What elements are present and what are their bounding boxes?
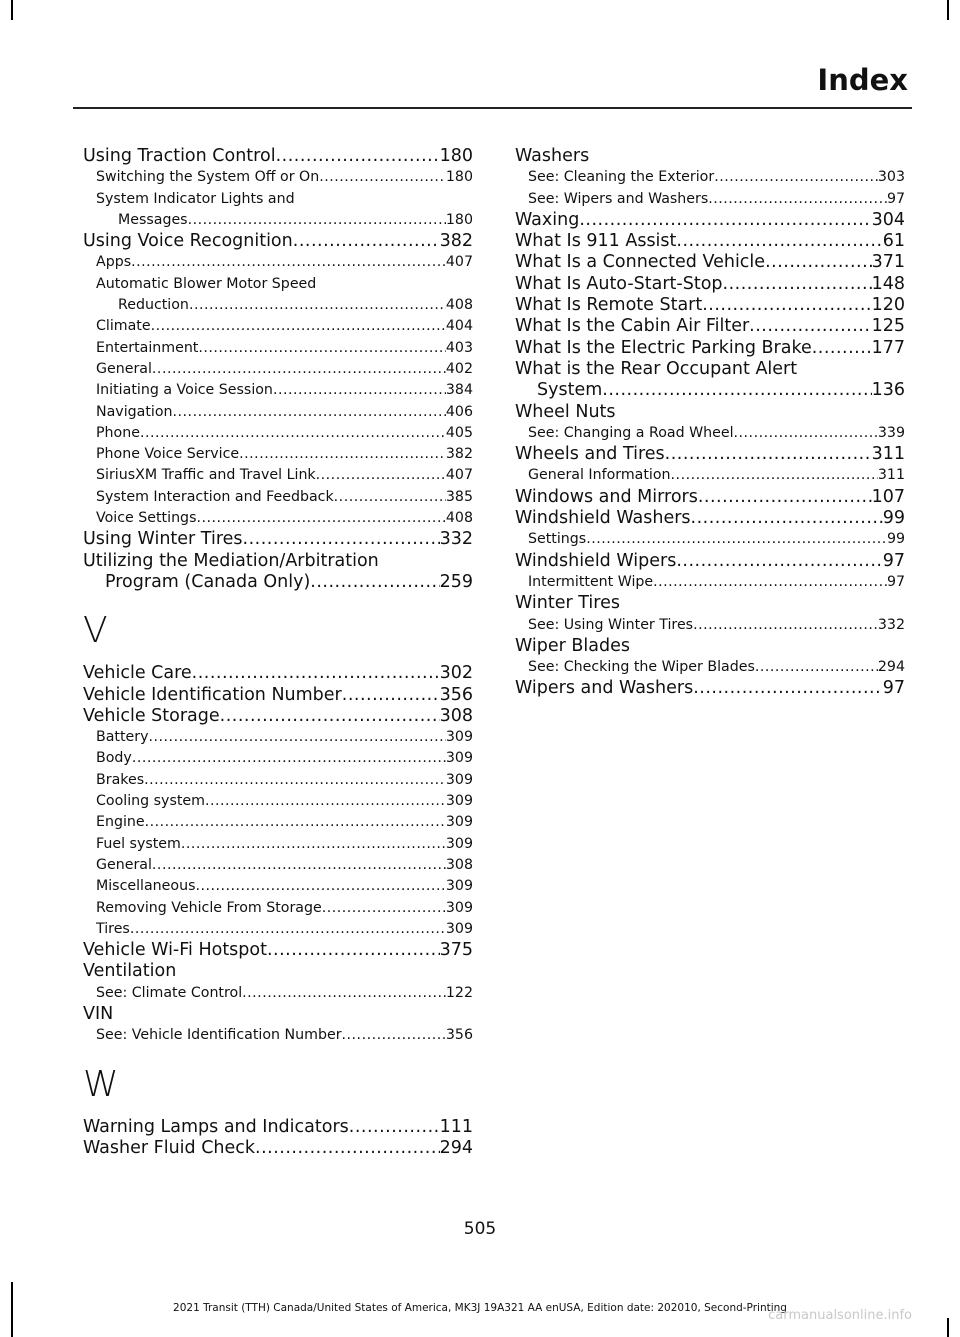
dot-leader — [192, 663, 440, 684]
index-subentry[interactable] — [515, 189, 905, 210]
footer-edition-info: 2021 Transit (TTH) Canada/United States of America, MK3J 19A321 AA enUSA, Edition date: 202010, Second-Printing — [173, 1302, 787, 1314]
entry-label: What Is a Connected Vehicle — [515, 252, 766, 273]
dot-leader — [243, 529, 440, 550]
index-entry[interactable] — [515, 295, 905, 316]
entry-page-number: 308 — [445, 856, 473, 873]
entry-page-number: 309 — [445, 771, 473, 788]
entry-page-number: 120 — [871, 295, 905, 316]
index-entry[interactable] — [83, 663, 473, 684]
entry-label: Body — [96, 750, 132, 767]
entry-page-number: 375 — [439, 940, 473, 961]
entry-label: Washer Fluid Check — [83, 1137, 256, 1158]
dot-leader — [310, 572, 439, 593]
dot-leader — [693, 615, 878, 636]
dot-leader — [195, 876, 445, 897]
dot-leader — [239, 444, 446, 465]
dot-leader — [691, 508, 883, 529]
index-subentry[interactable] — [83, 508, 473, 529]
entry-page-number: 97 — [882, 550, 905, 571]
entry-label: Switching the System Off or On — [96, 169, 320, 186]
entry-label: Vehicle Care — [83, 663, 192, 684]
entry-page-number: 309 — [445, 899, 473, 916]
index-subentry[interactable] — [83, 770, 473, 791]
dot-leader — [189, 295, 446, 316]
dot-leader — [152, 855, 446, 876]
index-entry[interactable] — [515, 231, 905, 252]
dot-leader — [152, 359, 446, 380]
entry-label: Using Winter Tires — [83, 529, 243, 550]
dot-leader — [144, 770, 446, 791]
entry-page-number: 339 — [877, 424, 905, 441]
dot-leader — [755, 657, 878, 678]
entry-page-number: 408 — [445, 510, 473, 527]
entry-label: Wipers and Washers — [515, 678, 694, 699]
entry-page-number: 97 — [886, 573, 905, 590]
index-entry[interactable] — [83, 572, 473, 593]
entry-page-number: 356 — [445, 1027, 473, 1044]
entry-label: See: Cleaning the Exterior — [528, 169, 715, 186]
index-entry[interactable] — [515, 316, 905, 337]
entry-page-number: 180 — [445, 211, 473, 228]
entry-page-number: 125 — [871, 316, 905, 337]
dot-leader — [708, 189, 887, 210]
entry-page-number: 405 — [445, 424, 473, 441]
page-title: Index — [817, 63, 908, 97]
index-entry[interactable] — [515, 678, 905, 699]
dot-leader — [322, 898, 446, 919]
entry-label: See: Vehicle Identification Number — [96, 1027, 342, 1044]
entry-page-number: 404 — [445, 318, 473, 335]
dot-leader — [676, 231, 882, 252]
entry-label: Engine — [96, 814, 145, 831]
entry-label: Windshield Wipers — [515, 550, 677, 571]
entry-page-number: 308 — [439, 705, 473, 726]
index-entry[interactable] — [515, 274, 905, 295]
index-subentry[interactable] — [83, 380, 473, 401]
index-subentry[interactable] — [83, 402, 473, 423]
entry-page-number: 309 — [445, 729, 473, 746]
dot-leader — [267, 940, 440, 961]
entry-page-number: 371 — [871, 252, 905, 273]
entry-page-number: 148 — [871, 273, 905, 294]
dot-leader — [188, 210, 446, 231]
section-letter: V — [83, 610, 108, 652]
entry-page-number: 385 — [445, 488, 473, 505]
entry-label: See: Wipers and Washers — [528, 190, 709, 207]
index-subentry[interactable] — [83, 167, 473, 188]
entry-label: Wheels and Tires — [515, 444, 665, 465]
entry-label: Miscellaneous — [96, 878, 196, 895]
entry-label: What Is the Electric Parking Brake — [515, 337, 812, 358]
dot-leader — [665, 444, 872, 465]
entry-label: Tires — [96, 920, 130, 937]
index-heading: What is the Rear Occupant Alert — [515, 358, 798, 379]
index-entry[interactable] — [515, 551, 905, 572]
dot-leader — [602, 380, 871, 401]
index-subentry[interactable] — [515, 423, 905, 444]
entry-label: SiriusXM Traffic and Travel Link — [96, 467, 316, 484]
entry-label: What Is 911 Assist — [515, 231, 677, 252]
entry-page-number: 311 — [871, 444, 905, 465]
dot-leader — [273, 380, 446, 401]
entry-page-number: 382 — [445, 446, 473, 463]
index-subentry[interactable] — [83, 487, 473, 508]
index-subentry[interactable] — [83, 295, 473, 316]
entry-page-number: 99 — [886, 531, 905, 548]
entry-page-number: 408 — [445, 297, 473, 314]
index-subentry[interactable] — [83, 423, 473, 444]
dot-leader — [255, 1138, 440, 1159]
dot-leader — [702, 295, 871, 316]
dot-leader — [149, 727, 446, 748]
entry-label: Removing Vehicle From Storage — [96, 899, 322, 916]
dot-leader — [693, 678, 883, 699]
entry-page-number: 302 — [439, 663, 473, 684]
dot-leader — [671, 465, 878, 486]
entry-page-number: 99 — [882, 508, 905, 529]
dot-leader — [276, 146, 440, 167]
index-subentry[interactable] — [83, 444, 473, 465]
index-entry[interactable] — [83, 1117, 473, 1138]
entry-page-number: 309 — [445, 835, 473, 852]
index-entry[interactable] — [515, 338, 905, 359]
index-subentry[interactable] — [83, 748, 473, 769]
entry-page-number: 294 — [439, 1137, 473, 1158]
entry-label: General — [96, 856, 152, 873]
index-subentry[interactable] — [83, 812, 473, 833]
entry-label: See: Checking the Wiper Blades — [528, 659, 755, 676]
entry-page-number: 407 — [445, 254, 473, 271]
index-subentry[interactable] — [83, 919, 473, 940]
entry-label: Vehicle Identification Number — [83, 684, 342, 705]
entry-label: Initiating a Voice Session — [96, 382, 273, 399]
entry-label: Cooling system — [96, 793, 205, 810]
index-heading: VIN — [83, 1003, 114, 1024]
dot-leader — [349, 1117, 440, 1138]
index-subentry[interactable] — [83, 791, 473, 812]
dot-leader — [140, 423, 446, 444]
dot-leader — [653, 572, 887, 593]
entry-label: Waxing — [515, 209, 580, 230]
dot-leader — [734, 423, 878, 444]
entry-label: Climate — [96, 318, 151, 335]
entry-page-number: 309 — [445, 814, 473, 831]
index-subentry[interactable] — [83, 1025, 473, 1046]
entry-page-number: 180 — [445, 169, 473, 186]
entry-page-number: 180 — [439, 146, 473, 166]
dot-leader — [131, 252, 446, 273]
entry-page-number: 303 — [877, 169, 905, 186]
entry-label: See: Using Winter Tires — [528, 616, 694, 633]
dot-leader — [151, 316, 446, 337]
index-subentry[interactable] — [83, 338, 473, 359]
entry-label: System — [537, 380, 603, 401]
entry-page-number: 402 — [445, 360, 473, 377]
index-heading: Wheel Nuts — [515, 401, 616, 422]
entry-label: Intermittent Wipe — [528, 573, 654, 590]
dot-leader — [205, 791, 446, 812]
entry-label: Navigation — [96, 403, 173, 420]
index-entry[interactable] — [515, 252, 905, 273]
entry-page-number: 309 — [445, 920, 473, 937]
dot-leader — [130, 919, 446, 940]
entry-label: See: Changing a Road Wheel — [528, 424, 734, 441]
dot-leader — [334, 487, 446, 508]
entry-page-number: 332 — [877, 616, 905, 633]
entry-page-number: 332 — [439, 529, 473, 550]
index-entry[interactable] — [515, 487, 905, 508]
dot-leader — [586, 529, 887, 550]
index-entry[interactable] — [83, 529, 473, 550]
dot-leader — [196, 508, 445, 529]
crop-mark-top-left — [11, 0, 13, 20]
index-subentry[interactable] — [83, 252, 473, 273]
entry-label: Program (Canada Only) — [105, 571, 311, 592]
watermark: carmanualsonline.info — [768, 1308, 912, 1323]
section-letter: W — [83, 1063, 119, 1105]
entry-page-number: 384 — [445, 382, 473, 399]
index-subentry[interactable] — [515, 657, 905, 678]
dot-leader — [579, 210, 871, 231]
entry-label: Using Traction Control — [83, 146, 276, 166]
entry-page-number: 259 — [439, 571, 473, 592]
entry-label: General Information — [528, 467, 671, 484]
index-entry[interactable] — [83, 146, 473, 167]
dot-leader — [173, 402, 446, 423]
index-column-left — [83, 146, 473, 1159]
entry-label: Vehicle Wi-Fi Hotspot — [83, 940, 267, 961]
entry-page-number: 304 — [871, 209, 905, 230]
dot-leader — [342, 685, 440, 706]
dot-leader — [181, 834, 446, 855]
entry-page-number: 382 — [439, 231, 473, 252]
entry-label: Warning Lamps and Indicators — [83, 1116, 349, 1137]
entry-label: Battery — [96, 729, 149, 746]
entry-label: General — [96, 360, 152, 377]
entry-page-number: 309 — [445, 793, 473, 810]
entry-page-number: 407 — [445, 467, 473, 484]
dot-leader — [145, 812, 446, 833]
entry-label: Brakes — [96, 771, 145, 788]
index-subentry[interactable] — [83, 727, 473, 748]
dot-leader — [198, 338, 446, 359]
dot-leader — [714, 167, 878, 188]
entry-label: Voice Settings — [96, 510, 197, 527]
entry-label: Phone Voice Service — [96, 446, 240, 463]
entry-page-number: 309 — [445, 750, 473, 767]
index-heading: Ventilation — [83, 961, 177, 982]
index-subentry[interactable] — [83, 465, 473, 486]
entry-label: What Is the Cabin Air Filter — [515, 316, 750, 337]
entry-label: System Interaction and Feedback — [96, 488, 334, 505]
dot-leader — [220, 706, 440, 727]
index-heading: Utilizing the Mediation/Arbitration — [83, 550, 379, 571]
crop-mark-top-right — [947, 0, 949, 20]
entry-page-number: 403 — [445, 339, 473, 356]
index-subentry[interactable] — [83, 855, 473, 876]
entry-page-number: 294 — [877, 659, 905, 676]
entry-page-number: 136 — [871, 380, 905, 401]
entry-label: Reduction — [118, 297, 189, 314]
index-subentry[interactable] — [83, 834, 473, 855]
index-column-right — [515, 146, 905, 700]
entry-label: Settings — [528, 531, 587, 548]
dot-leader — [749, 316, 871, 337]
index-subentry[interactable] — [83, 983, 473, 1004]
entry-label: What Is Remote Start — [515, 295, 703, 316]
dot-leader — [765, 252, 872, 273]
entry-label: See: Climate Control — [96, 984, 243, 1001]
crop-mark-bottom-right — [947, 1318, 949, 1337]
entry-label: Apps — [96, 254, 132, 271]
index-subentry: Automatic Blower Motor Speed — [96, 275, 317, 292]
index-subentry[interactable] — [515, 572, 905, 593]
entry-page-number: 111 — [439, 1116, 473, 1137]
entry-label: Entertainment — [96, 339, 199, 356]
index-entry[interactable] — [83, 231, 473, 252]
entry-label: Messages — [118, 211, 188, 228]
dot-leader — [676, 551, 882, 572]
dot-leader — [319, 167, 446, 188]
dot-leader — [698, 487, 872, 508]
entry-page-number: 311 — [877, 467, 905, 484]
entry-label: Phone — [96, 424, 140, 441]
entry-label: What Is Auto-Start-Stop — [515, 273, 723, 294]
entry-page-number: 406 — [445, 403, 473, 420]
index-entry[interactable] — [515, 444, 905, 465]
entry-label: Using Voice Recognition — [83, 231, 293, 252]
entry-page-number: 97 — [886, 190, 905, 207]
index-subentry[interactable] — [83, 316, 473, 337]
dot-leader — [723, 274, 872, 295]
index-entry[interactable] — [515, 210, 905, 231]
index-entry[interactable] — [515, 508, 905, 529]
entry-label: Vehicle Storage — [83, 705, 220, 726]
index-heading: Winter Tires — [515, 593, 620, 614]
entry-label: Windows and Mirrors — [515, 486, 698, 507]
header-divider — [73, 107, 912, 109]
index-entry[interactable] — [83, 1138, 473, 1159]
index-subentry[interactable] — [83, 898, 473, 919]
dot-leader — [242, 983, 446, 1004]
index-subentry: System Indicator Lights and — [96, 190, 295, 207]
index-entry[interactable] — [83, 706, 473, 727]
index-subentry[interactable] — [83, 876, 473, 897]
index-subentry[interactable] — [515, 465, 905, 486]
index-subentry[interactable] — [515, 615, 905, 636]
entry-page-number: 61 — [882, 231, 905, 252]
dot-leader — [342, 1025, 446, 1046]
entry-label: Windshield Washers — [515, 508, 691, 529]
index-entry[interactable] — [83, 685, 473, 706]
index-heading: Washers — [515, 146, 590, 166]
dot-leader — [812, 338, 872, 359]
entry-page-number: 107 — [871, 486, 905, 507]
entry-page-number: 97 — [882, 678, 905, 699]
index-subentry[interactable] — [515, 529, 905, 550]
index-subentry[interactable] — [83, 359, 473, 380]
entry-page-number: 122 — [445, 984, 473, 1001]
entry-page-number: 356 — [439, 684, 473, 705]
index-subentry[interactable] — [83, 210, 473, 231]
index-subentry[interactable] — [515, 167, 905, 188]
index-entry[interactable] — [515, 380, 905, 401]
dot-leader — [293, 231, 440, 252]
index-heading: Wiper Blades — [515, 635, 630, 656]
page-number: 505 — [463, 1219, 497, 1239]
dot-leader — [132, 748, 446, 769]
entry-page-number: 177 — [871, 337, 905, 358]
index-entry[interactable] — [83, 940, 473, 961]
entry-page-number: 309 — [445, 878, 473, 895]
dot-leader — [316, 465, 446, 486]
entry-label: Fuel system — [96, 835, 181, 852]
